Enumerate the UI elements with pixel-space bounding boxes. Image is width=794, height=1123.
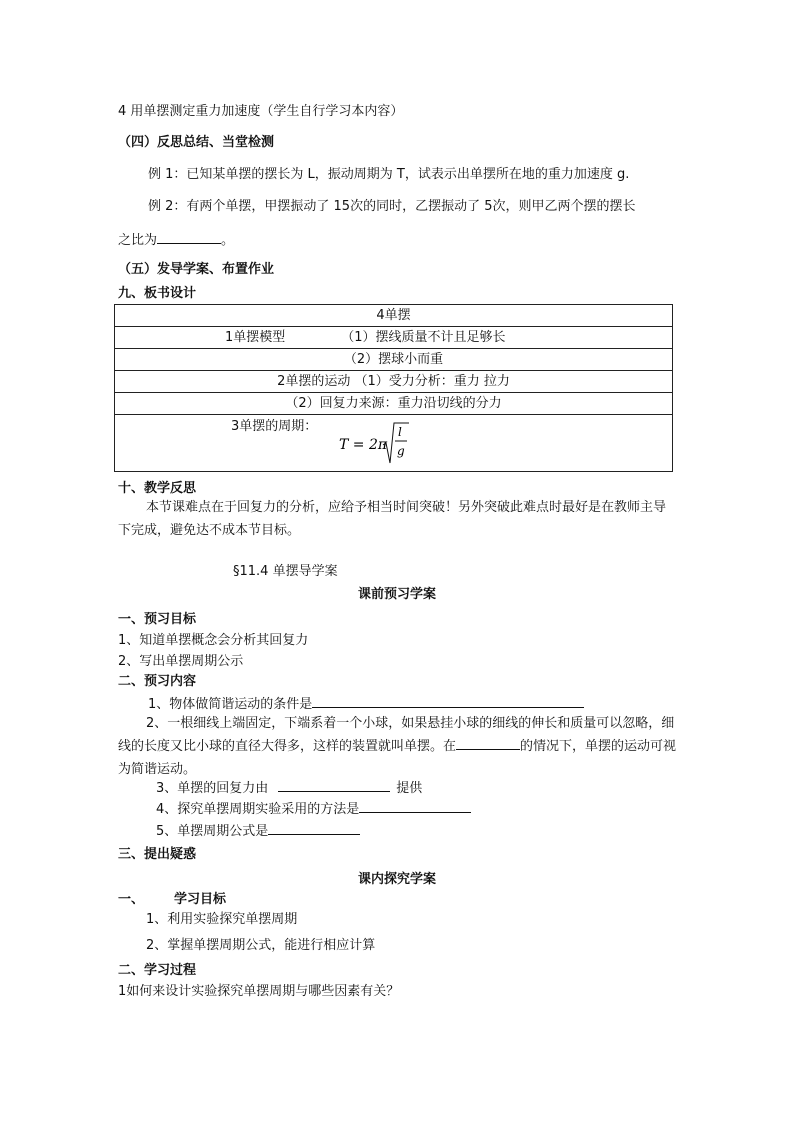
condition-blank[interactable] bbox=[312, 694, 584, 708]
pendulum-condition-blank[interactable] bbox=[456, 736, 520, 750]
board-row-1-label: 1单摆模型 bbox=[225, 329, 286, 345]
formula-blank[interactable] bbox=[268, 821, 360, 835]
example-2-text: 之比为 bbox=[118, 233, 158, 248]
pre-heading-questions: 三、提出疑惑 bbox=[118, 847, 197, 862]
board-row-4: （2）回复力来源：重力沿切线的分力 bbox=[115, 393, 673, 415]
in-question-1: 1如何来设计实验探究单摆周期与哪些因素有关？ bbox=[118, 984, 400, 999]
in-goal-1: 1、利用实验探究单摆周期 bbox=[146, 912, 298, 927]
board-row-1-detail: （1）摆线质量不计且足够长 bbox=[341, 329, 506, 345]
pre-content-5 bbox=[156, 821, 360, 841]
in-heading-goals-number: 一、 bbox=[118, 892, 145, 907]
in-heading-goals bbox=[118, 891, 226, 909]
pre-content-1 bbox=[148, 694, 584, 714]
pre-heading-goals: 一、预习目标 bbox=[118, 612, 197, 627]
heading-board-design: 九、板书设计 bbox=[118, 286, 197, 301]
in-heading-goals-text: 学习目标 bbox=[174, 892, 227, 907]
pre-goal-1: 1、知道单摆概念会分析其回复力 bbox=[118, 633, 309, 648]
reflection-paragraph: 本节课难点在于回复力的分析，应给予相当时间突破！另外突破此难点时最好是在教师主导下完成，避免达不成本节目标。 bbox=[118, 500, 667, 538]
board-row-5 bbox=[115, 415, 673, 472]
method-blank[interactable] bbox=[359, 799, 471, 813]
in-goal-2: 2、掌握单摆周期公式，能进行相应计算 bbox=[146, 938, 376, 953]
formula-numerator: l bbox=[398, 425, 402, 439]
section-reflect-heading: （四）反思总结、当堂检测 bbox=[118, 135, 275, 150]
pre-content-2-text: 2、一根细线上端固定，下端系着一个小球，如果悬挂小球的细线的伸长和质量可以忽略，细线的长度又比小球的直径大得多，这样的装置就叫单摆。在 bbox=[118, 716, 675, 754]
pre-content-3-text: 3、单摆的回复力由 bbox=[156, 781, 269, 796]
formula-lhs: T = 2π bbox=[339, 437, 388, 453]
example-2-line1: 例 2：有两个单摆，甲摆振动了 15次的同时，乙摆振动了 5次，则甲乙两个摆的摆长 bbox=[148, 199, 636, 214]
guide-title: §11.4 单摆导学案 bbox=[233, 564, 338, 579]
pre-content-2 bbox=[118, 712, 678, 781]
board-row-1 bbox=[115, 327, 673, 349]
pre-content-3 bbox=[156, 778, 422, 798]
preclass-title: 课前预习学案 bbox=[357, 587, 436, 602]
pre-content-5-text: 5、单摆周期公式是 bbox=[156, 824, 269, 839]
example-2-line2 bbox=[118, 230, 234, 250]
pre-content-1-text: 1、物体做简谐运动的条件是 bbox=[148, 697, 313, 712]
pre-content-4-text: 4、探究单摆周期实验采用的方法是 bbox=[156, 802, 360, 817]
answer-blank[interactable] bbox=[157, 230, 221, 244]
in-heading-process: 二、学习过程 bbox=[118, 963, 197, 978]
heading-teaching-reflection: 十、教学反思 bbox=[118, 481, 197, 496]
section-homework-heading: （五）发导学案、布置作业 bbox=[118, 262, 275, 277]
pre-content-2-tail: 的情况下，单摆的运动可视为简谐运动。 bbox=[118, 739, 677, 777]
pre-content-4 bbox=[156, 799, 471, 819]
pre-goal-2: 2、写出单摆周期公示 bbox=[118, 654, 244, 669]
formula-denominator: g bbox=[397, 444, 405, 458]
example-2-end: 。 bbox=[221, 233, 235, 248]
board-row-3: 2单摆的运动 （1）受力分析：重力 拉力 bbox=[115, 371, 673, 393]
period-formula bbox=[337, 419, 417, 467]
example-1: 例 1：已知某单摆的摆长为 L，振动周期为 T，试表示出单摆所在地的重力加速度 g. bbox=[148, 167, 630, 182]
inclass-title: 课内探究学案 bbox=[357, 872, 436, 887]
pre-heading-content: 二、预习内容 bbox=[118, 674, 197, 689]
section4-title: 4 用单摆测定重力加速度（学生自行学习本内容） bbox=[118, 104, 404, 119]
board-row-2: （2）摆球小而重 bbox=[115, 349, 673, 371]
board-title: 4单摆 bbox=[115, 305, 673, 327]
restoring-force-blank[interactable] bbox=[278, 778, 390, 792]
pre-content-3-tail: 提供 bbox=[396, 781, 423, 796]
board-design-table bbox=[114, 304, 673, 472]
board-row-5-label: 3单摆的周期： bbox=[231, 419, 318, 434]
